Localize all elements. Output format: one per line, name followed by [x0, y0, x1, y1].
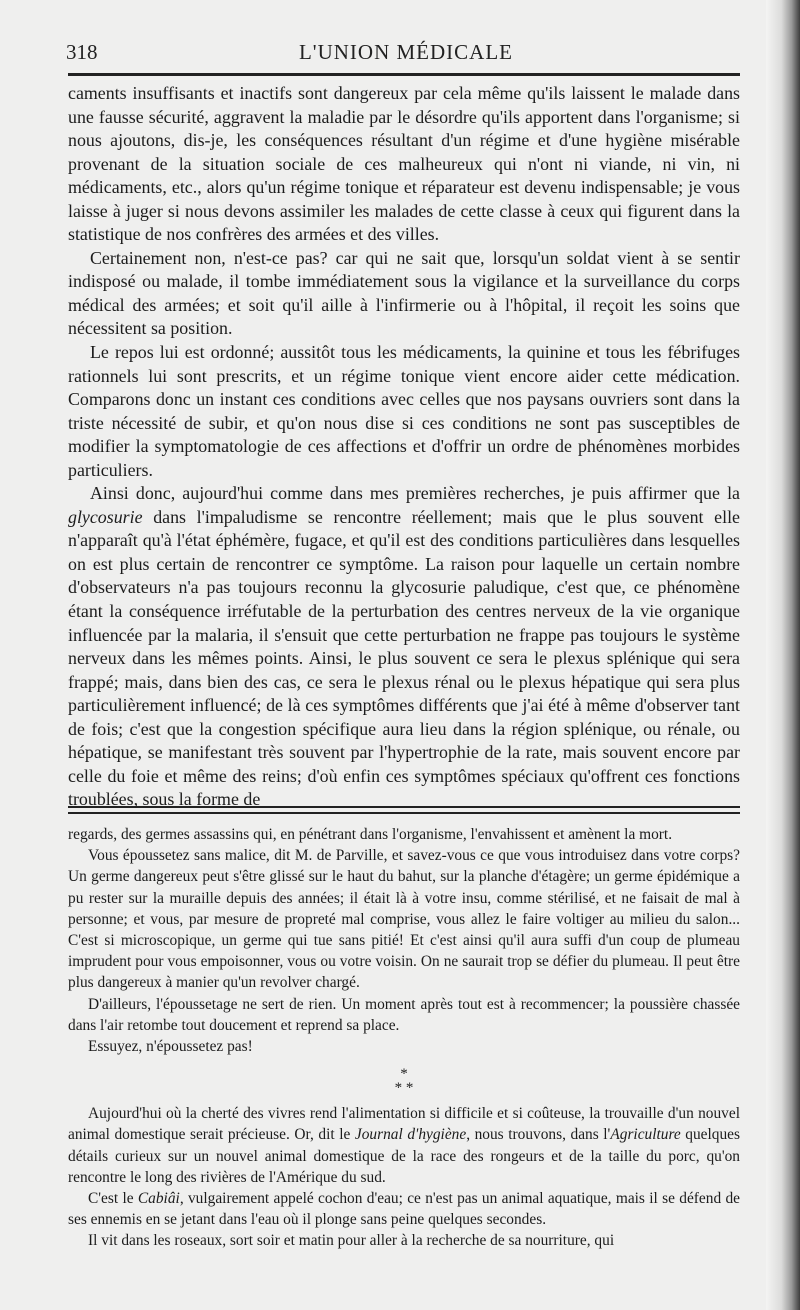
feuilleton-text: [68, 824, 740, 1252]
italic-title: Agriculture: [610, 1126, 681, 1144]
paragraph: D'ailleurs, l'époussetage ne sert de rien. Un moment après tout est à recommencer; la poussière chassée dans l'air retombe tout doucement et reprend sa place.: [68, 995, 740, 1034]
paragraph: regards, des germes assassins qui, en pénétrant dans l'organisme, l'envahissent et amènent la mort.: [68, 826, 673, 843]
running-header: [66, 36, 746, 66]
paragraph: Vous époussetez sans malice, dit M. de Parville, et savez-vous ce que vous introduisez dans votre corps? Un germe dangereux peut s'être glissé sur le haut du bahut, sur la planche d'étagère; un germe épidémique a pu rester sur la muraille depuis des années; il était là à votre insu, comme stérilisé, et ne faisait de mal à personne; et vous, par mesure de propreté mal comprise, vous allez le faire voltiger au milieu du salon... C'est si microscopique, un germe qui tue sans pitié! Et c'est ainsi qu'il aura suffi d'un coup de plumeau imprudent pour vous empoisonner, vous ou votre voisin. On ne saurait trop se défier du plumeau. Il peut être plus dangereux à manier qu'un revolver chargé.: [68, 847, 740, 992]
paragraph: caments insuffisants et inactifs sont dangereux par cela même qu'ils laissent le malade dans une fausse sécurité, aggravent la maladie par le désordre qu'ils apportent dans l'organisme; si nous ajoutons, dis-je, les conséquences résultant d'un régime et d'une hygiène misérable provenant de la situation sociale de ces malheureux qui n'ont ni viande, ni vin, ni médicaments, etc., alors qu'un régime tonique et réparateur est devenu indispensable; je vous laisse à juger si nous devons assimiler les malades de cette classe à ceux qui figurent dans la statistique de nos confrères des armées et des villes.: [68, 83, 740, 245]
page-number: 318: [66, 40, 98, 64]
page-edge-shadow: [766, 0, 800, 1310]
paragraph: C'est le Cabiâi, vulgairement appelé cochon d'eau; ce n'est pas un animal aquatique, mais il se défend de ses ennemis en se jetant dans l'eau où il plonge sans peine quelques secondes.: [68, 1190, 741, 1229]
italic-term: glycosurie: [68, 506, 143, 527]
paragraph: Il vit dans les roseaux, sort soir et matin pour aller à la recherche de sa nourriture, qui: [88, 1232, 615, 1250]
feuilleton-separator: [68, 806, 740, 814]
paragraph: Le repos lui est ordonné; aussitôt tous les médicaments, la quinine et tous les fébrifuges rationnels lui sont prescrits, et un régime tonique vient encore aider cette médication. Comparons donc un instant ces conditions avec celles que nos paysans ouvriers sont dans la triste nécessité de subir, et qu'on nous dise si ces conditions ne sont pas susceptibles de modifier la symptomatologie de ces affections et d'offrir un ordre de phénomènes morbides particuliers.: [68, 342, 740, 480]
italic-title: Journal d'hygiène: [354, 1126, 467, 1144]
header-rule: [68, 73, 740, 76]
main-text: [68, 82, 740, 812]
paragraph: Ainsi donc, aujourd'hui comme dans mes premières recherches, je puis affirmer que la glycosurie dans l'impaludisme se rencontre réellement; mais que le plus souvent elle n'apparaît qu'à l'état éphémère, fugace, et qu'il est des conditions particulières dans lesquelles on est plus certain de rencontrer ce symptôme. La raison pour laquelle un certain nombre d'observateurs n'a pas toujours reconnu la glycosurie paludique, c'est que, ce phénomène étant la conséquence irréfutable de la perturbation des centres nerveux de la vie organique influencée par la malaria, il s'ensuit que cette perturbation ne frappe pas toujours le système nerveux dans les mêmes points. Ainsi, le plus souvent ce sera le plexus splénique qui sera frappé; mais, dans bien des cas, ce sera le plexus rénal ou le plexus hépatique qui sera plus particulièrement influencé; de là ces symptômes différents que j'ai été à même d'observer tant de fois; c'est que la congestion spécifique aura lieu dans la région splénique, ou rénale, ou hépatique, se manifestant très souvent par l'hypertrophie de la rate, mais souvent encore par celle du foie et même des reins; d'où enfin ces symptômes spéciaux qu'offrent ces fonctions troublées, sous la forme de: [68, 483, 740, 810]
paragraph: Certainement non, n'est-ce pas? car qui ne sait que, lorsqu'un soldat vient à se sentir indisposé ou malade, il tombe immédiatement sous la vigilance et la surveillance du corps médical des armées; et soit qu'il aille à l'infirmerie ou à l'hôpital, il reçoit les soins que nécessitent sa position.: [68, 247, 740, 339]
italic-term: Cabiâi: [137, 1190, 180, 1208]
paragraph: Essuyez, n'époussetez pas!: [88, 1038, 253, 1056]
journal-title: L'UNION MÉDICALE: [298, 40, 513, 64]
asterism: * * *: [394, 1066, 414, 1097]
paragraph: Aujourd'hui où la cherté des vivres rend l'alimentation si difficile et si coûteuse, la trouvaille d'un nouvel animal domestique serait précieuse. Or, dit le Journal d'hygiène, nous trouvons, dans l'Agriculture quelques détails curieux sur un nouvel animal domestique de la race des rongeurs et de la taille du porc, qu'on rencontre le long des rivières de l'Amérique du sud.: [68, 1105, 741, 1186]
